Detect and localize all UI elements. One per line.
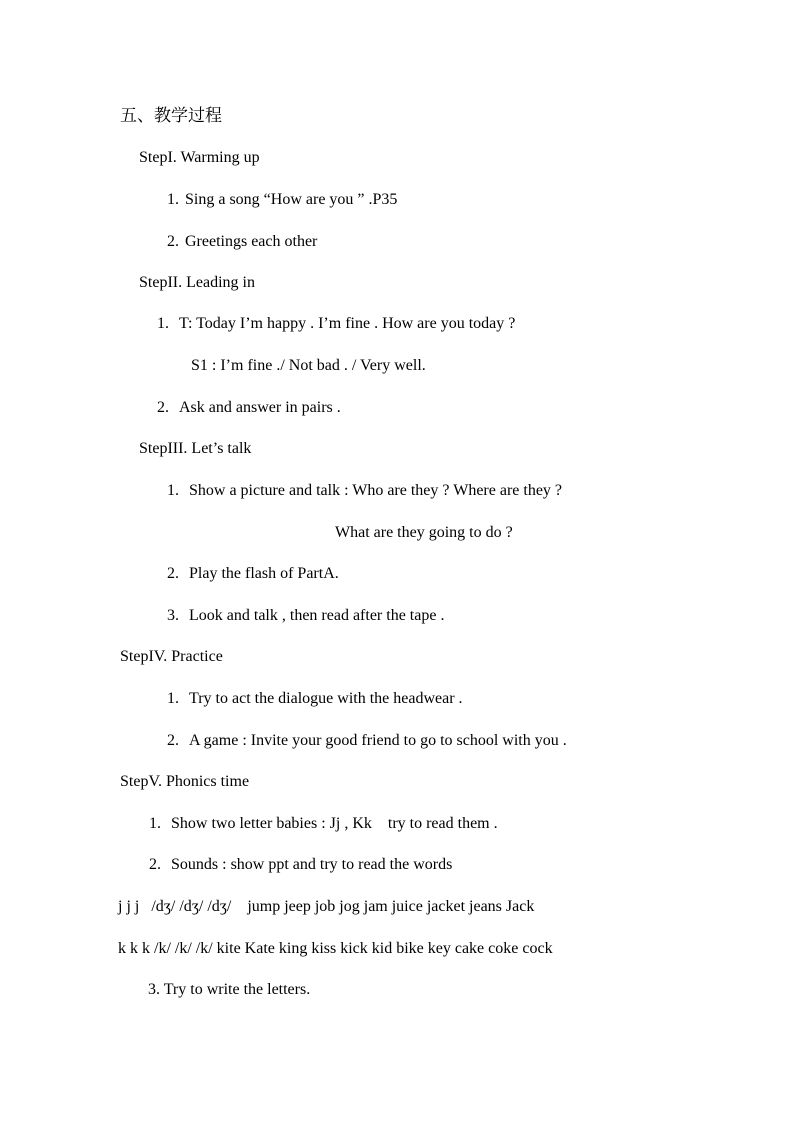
item-text: Ask and answer in pairs . <box>179 399 341 416</box>
step-3-title: StepIII. Let’s talk <box>139 440 252 457</box>
item-text: Try to act the dialogue with the headwear . <box>189 690 463 707</box>
item-text: Play the flash of PartA. <box>189 565 339 582</box>
step-1-item-1 <box>167 190 397 210</box>
item-text: Show two letter babies : Jj , Kk try to read them . <box>171 815 498 832</box>
step-4-item-2 <box>167 731 567 751</box>
item-number: 2. <box>167 565 179 582</box>
item-text: Show a picture and talk : Who are they ? Where are they ? <box>189 482 563 499</box>
item-text: Greetings each other <box>185 233 318 250</box>
item-text: Sounds : show ppt and try to read the words <box>171 856 453 873</box>
item-number: 2. <box>167 732 179 749</box>
step-4-title: StepIV. Practice <box>120 648 223 665</box>
item-number: 3. <box>167 607 179 624</box>
item-text: A game : Invite your good friend to go to school with you . <box>189 732 567 749</box>
step-4-item-1 <box>167 689 463 709</box>
step-1-item-2 <box>167 232 317 252</box>
step-3-item-1-continued: What are they going to do ? <box>335 524 513 541</box>
section-heading: 五、教学过程 <box>120 106 222 125</box>
item-number: 1. <box>157 315 169 332</box>
step-2-item-1-response: S1 : I’m fine ./ Not bad . / Very well. <box>191 357 426 374</box>
step-2-item-2 <box>157 398 341 418</box>
step-3-item-1 <box>167 481 562 501</box>
item-number: 2. <box>157 399 169 416</box>
step-3-item-2 <box>167 564 339 584</box>
item-number: 1. <box>167 191 179 208</box>
item-number: 2. <box>167 233 179 250</box>
item-number: 1. <box>167 690 179 707</box>
step-3-item-3 <box>167 606 444 626</box>
item-number: 2. <box>149 856 161 873</box>
item-text: T: Today I’m happy . I’m fine . How are you today ? <box>179 315 516 332</box>
step-2-item-1 <box>157 314 515 334</box>
step-2-title: StepII. Leading in <box>139 274 255 291</box>
item-number: 1. <box>149 815 161 832</box>
step-1-title: StepI. Warming up <box>139 149 260 166</box>
step-5-item-3: 3. Try to write the letters. <box>148 981 311 998</box>
step-5-item-2 <box>149 855 452 875</box>
step-5-item-1 <box>149 814 498 834</box>
phonics-j-words: j j j /dʒ/ /dʒ/ /dʒ/ jump jeep job jog jam juice jacket jeans Jack <box>118 898 535 915</box>
item-number: 1. <box>167 482 179 499</box>
step-5-title: StepV. Phonics time <box>120 773 250 790</box>
item-text: Look and talk , then read after the tape . <box>189 607 445 624</box>
item-text: Sing a song “How are you ” .P35 <box>185 191 398 208</box>
phonics-k-words: k k k /k/ /k/ /k/ kite Kate king kiss kick kid bike key cake coke cock <box>118 940 553 957</box>
